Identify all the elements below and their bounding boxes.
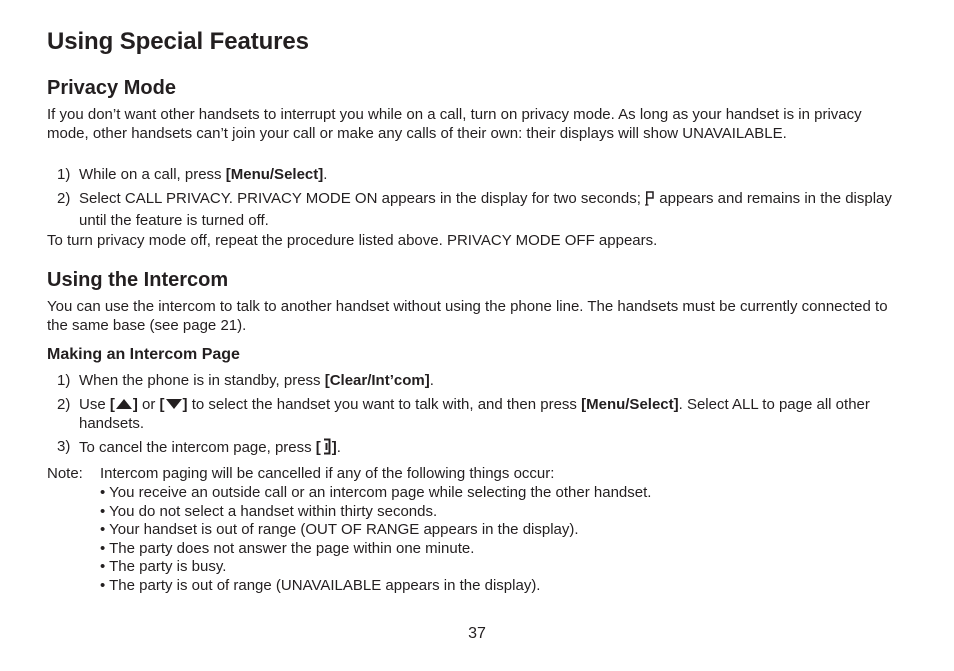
step-text: or <box>137 396 160 413</box>
page-title: Using Special Features <box>47 28 309 55</box>
menu-select-key: [Menu/Select] <box>581 396 679 413</box>
list-item: • The party does not answer the page within one minute. <box>100 539 475 557</box>
note-label: Note: <box>47 465 83 482</box>
step-number: 3) <box>57 438 71 455</box>
bracket-open: [ <box>315 439 321 456</box>
step-number: 1) <box>57 372 71 389</box>
down-arrow-icon <box>166 399 182 409</box>
bracket-close: ] <box>331 439 337 456</box>
step-end: . <box>336 439 341 456</box>
page-number: 37 <box>468 625 486 642</box>
step-text: appears and remains in the display until the feature is turned off. <box>79 190 892 229</box>
clear-intcom-key: [Clear/Int’com] <box>324 372 430 389</box>
intercom-icon <box>321 438 332 461</box>
step-text: Select CALL PRIVACY. PRIVACY MODE ON appears in the display for two seconds; <box>79 190 646 207</box>
bracket-close: ] <box>182 396 188 413</box>
bracket-open: [ <box>159 396 165 413</box>
bracket-close: ] <box>132 396 138 413</box>
step-text: Use <box>79 396 110 413</box>
step-number: 1) <box>57 166 71 183</box>
intercom-key <box>316 439 337 456</box>
step-body <box>79 190 904 230</box>
privacy-mode-heading: Privacy Mode <box>47 77 176 99</box>
list-item: • Your handset is out of range (OUT OF RANGE appears in the display). <box>100 521 579 538</box>
privacy-intro: If you don’t want other handsets to interrupt you while on a call, turn on privacy mode. As long as your handset is in privacy mode, other handsets can’t join your call or make any calls of their own: their displays will show UNAVAILABLE. <box>47 106 862 142</box>
step-number: 2) <box>57 396 71 413</box>
intercom-intro: You can use the intercom to talk to another handset without using the phone line. The handsets must be currently connected to the same base (see page 21). <box>47 298 888 334</box>
note-bullet-list <box>100 484 651 595</box>
intercom-page-subheading: Making an Intercom Page <box>47 346 240 363</box>
step-body <box>79 372 904 391</box>
step-text: To cancel the intercom page, press <box>79 439 316 456</box>
step-number: 2) <box>57 190 71 207</box>
bracket-open: [ <box>109 396 115 413</box>
step-body <box>79 438 904 461</box>
down-key <box>160 396 188 413</box>
step-text: When the phone is in standby, press <box>79 372 325 389</box>
intercom-heading: Using the Intercom <box>47 269 229 291</box>
step-body <box>79 166 904 185</box>
privacy-p-icon <box>645 190 655 212</box>
list-item: • The party is out of range (UNAVAILABLE appears in the display). <box>100 576 541 594</box>
up-key <box>110 396 138 413</box>
up-arrow-icon <box>116 399 132 409</box>
step-text: While on a call, press <box>79 166 226 183</box>
list-item: • You do not select a handset within thirty seconds. <box>100 502 438 520</box>
step-end: . <box>323 166 328 183</box>
privacy-outro: To turn privacy mode off, repeat the procedure listed above. PRIVACY MODE OFF appears. <box>47 232 658 249</box>
step-body <box>79 396 904 433</box>
list-item: • The party is busy. <box>100 558 227 575</box>
step-text: to select the handset you want to talk with, and then press <box>187 396 582 413</box>
menu-select-key: [Menu/Select] <box>225 166 324 183</box>
list-item: • You receive an outside call or an intercom page while selecting the other handset. <box>100 484 652 501</box>
note-intro: Intercom paging will be cancelled if any of the following things occur: <box>100 465 555 482</box>
step-end: . Select ALL to page all other handsets. <box>79 396 870 432</box>
step-end: . <box>429 372 434 389</box>
